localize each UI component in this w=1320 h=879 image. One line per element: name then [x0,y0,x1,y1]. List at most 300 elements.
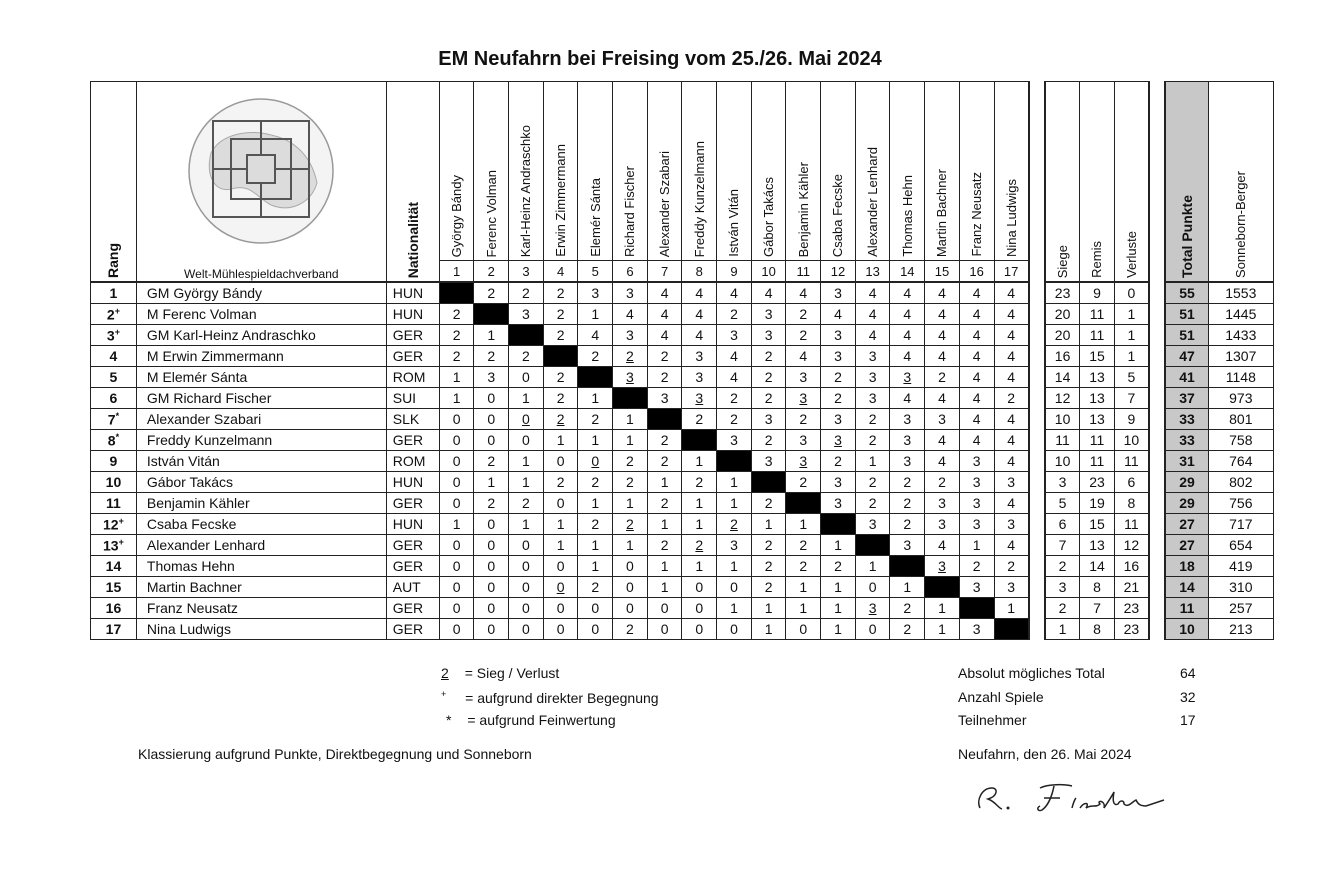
score-value: 2 [660,453,669,469]
player-name: M Elemér Sánta [136,367,386,388]
sb-cell: 1307 [1208,346,1273,367]
place-date: Neufahrn, den 26. Mai 2024 [958,746,1132,762]
rank-cell [91,535,137,556]
score-value: 0 [452,495,461,511]
rank-value: 13 [103,537,119,554]
wins-cell: 20 [1045,325,1080,346]
score-value: 1 [591,432,600,448]
score-value: 1 [626,432,634,448]
score-cell [751,556,786,577]
score-value: 3 [522,306,530,322]
score-value: 0 [487,432,496,448]
score-value: 4 [660,327,669,343]
score-cell [717,282,752,304]
score-value: 4 [1007,537,1015,553]
score-cell [821,388,856,409]
score-cell [717,535,752,556]
score-value: 2 [487,348,496,364]
player-name: István Vitán [136,451,386,472]
rank-value: 5 [109,369,118,385]
opponent-number: 14 [890,261,925,283]
score-cell [959,409,994,430]
score-cell [509,493,544,514]
score-value: 1 [972,537,981,553]
score-cell [925,472,960,493]
score-cell [959,493,994,514]
score-cell [925,619,960,640]
score-cell [717,325,752,346]
losses-cell: 5 [1114,367,1149,388]
score-value: 4 [1007,306,1015,322]
score-value: 3 [626,285,634,301]
score-cell [578,598,613,619]
score-cell [994,535,1029,556]
opponent-number: 10 [751,261,786,283]
player-nationality: SLK [386,409,439,430]
sb-cell: 1445 [1208,304,1273,325]
score-cell [959,325,994,346]
signature-r-stroke [979,788,1002,809]
score-value: 3 [834,495,842,511]
score-value: 4 [868,306,877,322]
score-value: 1 [522,390,530,406]
score-value: 3 [799,453,808,469]
score-cell [613,598,648,619]
table-row [91,514,1274,535]
score-cell [439,514,474,535]
total-header-label: Total Punkte [1178,195,1195,278]
score-value: 4 [972,432,981,448]
score-value: 0 [452,453,461,469]
score-cell [855,409,890,430]
score-value: 1 [695,453,704,469]
total-cell: 51 [1165,325,1208,346]
score-cell [994,556,1029,577]
score-cell [994,409,1029,430]
score-cell [821,556,856,577]
rank-value: 9 [109,453,118,469]
total-cell: 29 [1165,472,1208,493]
score-cell [682,388,717,409]
score-cell [821,451,856,472]
player-nationality: HUN [386,282,439,304]
score-value: 4 [1007,348,1015,364]
score-value: 3 [834,432,842,448]
player-name: Benjamin Kähler [136,493,386,514]
score-cell [578,451,613,472]
score-value: 3 [695,369,704,385]
score-cell [890,409,925,430]
score-value: 2 [626,474,634,490]
score-value: 2 [660,495,669,511]
score-value: 3 [868,369,877,385]
opponent-header [890,82,925,261]
score-value: 3 [695,348,704,364]
score-value: 0 [660,600,669,616]
score-value: 4 [972,306,981,322]
score-value: 4 [903,306,912,322]
sb-cell: 802 [1208,472,1273,493]
score-cell [925,535,960,556]
score-cell [786,619,821,640]
score-cell [821,304,856,325]
score-value: 3 [834,348,842,364]
player-nationality: HUN [386,304,439,325]
score-value: 2 [591,411,600,427]
player-nationality: HUN [386,514,439,535]
score-value: 3 [972,621,981,637]
losses-cell: 11 [1114,451,1149,472]
score-cell [925,409,960,430]
score-value: 0 [660,621,669,637]
score-cell [543,282,578,304]
score-cell [855,367,890,388]
score-cell [543,598,578,619]
rank-value: 7 [107,411,116,428]
score-cell [474,577,509,598]
draws-cell: 19 [1080,493,1115,514]
score-cell [925,430,960,451]
score-value: 1 [626,495,634,511]
table-row [91,325,1274,346]
score-cell [959,282,994,304]
wins-cell: 1 [1045,619,1080,640]
score-cell [994,388,1029,409]
score-value: 2 [522,285,530,301]
rank-value: 10 [105,474,122,490]
score-value: 2 [834,558,842,574]
score-value: 2 [868,432,877,448]
score-cell [890,304,925,325]
score-cell [786,472,821,493]
opponent-number: 11 [786,261,821,283]
score-value: 3 [730,327,738,343]
score-cell [994,430,1029,451]
score-cell [439,367,474,388]
score-cell [717,346,752,367]
opponent-number: 3 [509,261,544,283]
score-cell [994,367,1029,388]
score-value: 2 [487,285,496,301]
score-value: 1 [730,558,738,574]
score-cell [578,282,613,304]
score-cell [439,493,474,514]
score-value: 3 [972,516,981,532]
score-value: 4 [972,390,981,406]
score-cell [682,325,717,346]
column-gap [1029,82,1045,640]
score-value: 1 [938,621,946,637]
score-value: 2 [452,327,461,343]
table-row [91,430,1274,451]
opponent-number: 9 [717,261,752,283]
diagonal-cell [821,514,856,535]
score-cell [717,598,752,619]
score-cell [751,514,786,535]
score-cell [751,304,786,325]
score-cell [613,325,648,346]
score-value: 3 [660,390,669,406]
score-cell [647,430,682,451]
opponent-number: 8 [682,261,717,283]
logo-cell [136,82,386,283]
score-cell [578,556,613,577]
score-cell [647,346,682,367]
score-cell [578,388,613,409]
score-cell [474,282,509,304]
score-value: 0 [695,621,704,637]
score-cell [855,346,890,367]
diagonal-cell [439,282,474,304]
score-cell [994,325,1029,346]
score-cell [717,556,752,577]
score-cell [717,493,752,514]
table-row [91,556,1274,577]
score-cell [682,493,717,514]
score-value: 4 [1007,432,1015,448]
score-cell [578,409,613,430]
score-cell [613,577,648,598]
score-cell [821,598,856,619]
score-value: 4 [938,390,946,406]
opponent-header [647,82,682,261]
rank-value: 11 [106,495,121,511]
score-value: 0 [452,411,461,427]
score-cell [509,388,544,409]
score-cell [751,535,786,556]
score-cell [509,304,544,325]
score-value: 2 [799,411,808,427]
stat-participants-label: Teilnehmer [958,712,1027,728]
rank-mark: + [114,326,120,337]
score-value: 2 [938,369,946,385]
score-value: 0 [452,537,461,553]
rank-value: 12 [103,516,119,533]
stat-games-value: 32 [1180,689,1196,705]
rank-cell [91,556,137,577]
score-value: 0 [591,453,600,469]
score-cell [786,514,821,535]
score-value: 1 [626,411,634,427]
score-cell [717,619,752,640]
opponent-number: 4 [543,261,578,283]
score-value: 1 [730,474,738,490]
diagonal-cell [925,577,960,598]
score-value: 0 [522,432,530,448]
signature [968,778,1188,818]
score-value: 1 [903,579,912,595]
score-value: 2 [626,453,634,469]
player-nationality: SUI [386,388,439,409]
rank-cell [91,514,137,535]
score-cell [925,346,960,367]
opponent-name: Csaba Fecske [830,173,846,257]
score-cell [925,304,960,325]
score-value: 0 [522,369,530,385]
score-value: 3 [972,453,981,469]
rank-value: 8 [107,432,116,449]
score-value: 2 [972,558,981,574]
score-value: 3 [903,369,912,385]
rank-cell [91,619,137,640]
score-value: 3 [799,390,808,406]
score-cell [821,430,856,451]
wins-cell: 12 [1045,388,1080,409]
score-cell [613,535,648,556]
score-value: 4 [730,348,738,364]
score-cell [994,451,1029,472]
score-cell [474,388,509,409]
score-value: 2 [903,516,912,532]
score-cell [890,619,925,640]
score-cell [682,367,717,388]
legend-plus [441,689,659,706]
score-cell [994,304,1029,325]
score-cell [509,451,544,472]
legend-plus-text: = aufgrund direkter Begegnung [465,689,659,706]
score-cell [890,346,925,367]
table-row [91,304,1274,325]
score-cell [855,304,890,325]
score-value: 4 [972,348,981,364]
score-value: 0 [487,600,496,616]
score-cell [890,493,925,514]
score-cell [821,472,856,493]
score-value: 2 [626,516,634,532]
score-cell [613,430,648,451]
score-value: 0 [556,558,565,574]
score-cell [509,598,544,619]
score-value: 0 [522,621,530,637]
rank-cell [91,472,137,493]
score-value: 4 [1007,327,1015,343]
score-cell [717,430,752,451]
score-cell [855,598,890,619]
score-cell [925,514,960,535]
score-value: 2 [730,516,738,532]
total-cell: 37 [1165,388,1208,409]
draws-cell: 14 [1080,556,1115,577]
player-name: M Ferenc Volman [136,304,386,325]
rank-cell [91,346,137,367]
score-cell [751,367,786,388]
rank-value: 15 [105,579,122,595]
column-gap [1149,82,1165,640]
opponent-number: 2 [474,261,509,283]
opponent-number: 16 [959,261,994,283]
score-cell [890,367,925,388]
score-value: 2 [695,474,704,490]
score-value: 4 [1007,453,1015,469]
nationality-header-label: Nationalität [404,201,421,278]
losses-cell: 23 [1114,598,1149,619]
score-cell [543,304,578,325]
table-row [91,282,1274,304]
score-cell [959,367,994,388]
player-name: Alexander Szabari [136,409,386,430]
score-value: 3 [591,285,600,301]
opponent-name: Karl-Heinz Andraschko [518,124,534,257]
score-cell [682,472,717,493]
draws-cell: 13 [1080,409,1115,430]
score-cell [855,493,890,514]
score-value: 1 [452,390,461,406]
score-cell [474,619,509,640]
score-value: 1 [660,516,669,532]
score-value: 0 [626,600,634,616]
score-value: 1 [660,579,669,595]
player-nationality: ROM [386,367,439,388]
score-value: 4 [938,285,946,301]
score-value: 2 [764,348,773,364]
score-cell [821,367,856,388]
score-value: 3 [868,390,877,406]
opponent-number: 6 [613,261,648,283]
score-value: 3 [868,516,877,532]
legend-win [441,665,559,681]
score-cell [439,619,474,640]
score-cell [613,304,648,325]
score-cell [959,430,994,451]
rank-value: 14 [105,558,122,574]
score-cell [855,619,890,640]
score-cell [855,472,890,493]
score-value: 1 [522,453,530,469]
total-cell: 41 [1165,367,1208,388]
score-cell [647,514,682,535]
opponent-header [543,82,578,261]
losses-cell: 10 [1114,430,1149,451]
score-value: 1 [591,558,600,574]
sb-cell: 419 [1208,556,1273,577]
opponent-header [682,82,717,261]
table-row [91,388,1274,409]
score-cell [821,346,856,367]
score-cell [717,514,752,535]
score-cell [474,325,509,346]
opponent-number: 15 [925,261,960,283]
opponent-number: 12 [821,261,856,283]
score-value: 0 [522,600,530,616]
opponent-number: 17 [994,261,1029,283]
score-value: 2 [556,285,565,301]
table-row [91,367,1274,388]
opponent-name: Martin Bachner [934,168,950,257]
losses-header-label: Verluste [1123,231,1139,278]
score-value: 1 [695,495,704,511]
player-name: Martin Bachner [136,577,386,598]
score-cell [821,493,856,514]
score-value: 1 [938,600,946,616]
score-value: 4 [799,285,808,301]
rank-cell [91,430,137,451]
score-value: 3 [626,369,634,385]
score-value: 3 [834,285,842,301]
player-nationality: GER [386,430,439,451]
score-value: 4 [903,327,912,343]
score-cell [439,430,474,451]
score-value: 0 [487,411,496,427]
diagonal-cell [890,556,925,577]
score-value: 2 [868,495,877,511]
score-value: 2 [1007,390,1015,406]
wins-cell: 5 [1045,493,1080,514]
opponent-header [751,82,786,261]
opponent-number: 7 [647,261,682,283]
total-cell: 27 [1165,535,1208,556]
score-cell [821,325,856,346]
player-name: Freddy Kunzelmann [136,430,386,451]
